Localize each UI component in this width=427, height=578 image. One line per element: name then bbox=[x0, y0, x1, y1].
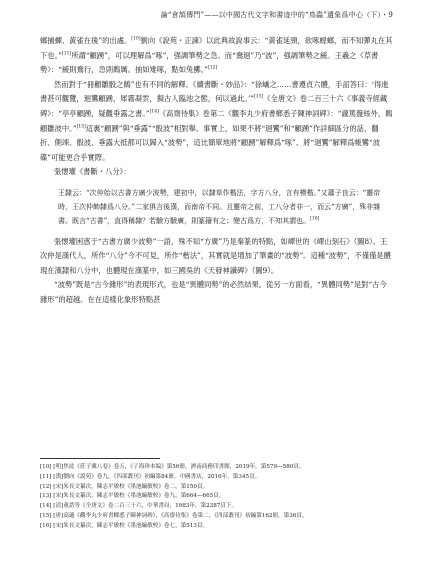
paragraph-1-text-a: 螂捕蟬、黃雀在後”的出處。 bbox=[40, 36, 132, 45]
paragraph-2 bbox=[40, 78, 393, 166]
paragraph-1-text-c: 所謂“顧踴”，可以理解爲“啄”，强調筆勢之急。而“鴦迴”乃“波”，强調筆勢之緩。王羲之《草書勢》：“緩則鴦行，急則鵲厲。抽如雉啄，點如兔擲。” bbox=[40, 50, 379, 75]
footnote-ref-12[interactable]: [12] bbox=[208, 65, 218, 71]
footnote-ref-14[interactable]: [14] bbox=[149, 109, 159, 115]
footnote-divider bbox=[40, 458, 160, 459]
paragraph-3: 張懷瓘《書斷・八分》： bbox=[54, 167, 131, 177]
main-text bbox=[40, 34, 393, 308]
quote-text: 王隸云：“次仲始以古書方廣少波勢，建初中，以隸草作楷法，字方八分，言有模楷。”又蕭子良云：“靈帝時，王次仲飾隸爲八分。”二家俱言後漢，而南帝不同。且靈帝之前，工八分者非一，而云“方廣”，殊非雜書。既言“古書”，直得稱隸？若驗方驗廣，則篆籀有之；變古爲方，不知其謂也。 bbox=[58, 188, 381, 226]
footnote-ref-15[interactable]: [15] bbox=[76, 124, 86, 130]
footnote-16: [16] [宋]朱長文纂次，陳志平敏校《墨池編敏校》卷七，第513頁。 bbox=[40, 522, 209, 529]
footnote-ref-10[interactable]: [10] bbox=[131, 36, 141, 42]
footnote-ref-11[interactable]: [11] bbox=[61, 51, 72, 57]
paragraph-2-text-b: 《全唐文》卷二百三十六《事義寺經藏碑》：“亭亭顧踴，疑觀垂露之書。” bbox=[40, 94, 388, 118]
paragraph-4: 張懷瓘困惑于“古書方廣少波勢”一語，殊不知“方廣”乃是秦篆的特點，如嶧世的《嶧山刻石》（圖8）。王次仲是漢代人，所作“八分”今不可見，所作“楷法”，其實就是增加了筆畫的“波勢”。這種“波勢”，不僅僅是體現在漢隸和八分中，也體現在漢篆中，如三國吳的《天發神讖碑》（圖9）。 bbox=[40, 236, 391, 275]
footnote-13: [13] [宋]朱長文纂次，陳志平敏校《墨池編敏校》卷九，第664—665頁。 bbox=[40, 493, 225, 500]
footnote-15: [15] [唐]高適《觀李丸少府書榔悉子陳神詞碑》，《高齋待集》卷第二，《四部叢刊》初編第162冊，第36頁。 bbox=[40, 512, 308, 519]
block-quote bbox=[58, 186, 393, 229]
paragraph-5: “波勢”既是“古今雜形”的表現形式，也是“異體同勢”的必然結果。從另一方面看，“異體同勢”是對“古今雜形”的超越。在在這樣化象形特點甚 bbox=[40, 280, 387, 304]
footnote-12: [12] [宋]朱長文纂次，陳志平敏校《墨池編敏校》卷二，第150頁。 bbox=[40, 483, 209, 490]
footnote-10: [10] [明]焦竑《莊子翼八卷》卷五，《子海珍本编》第56冊，濟南商務印書館，2019年，第579—580頁。 bbox=[40, 464, 305, 470]
footnote-ref-13[interactable]: [13] bbox=[254, 94, 264, 100]
footnotes bbox=[40, 463, 393, 532]
footnote-ref-16[interactable]: [16] bbox=[310, 217, 320, 223]
running-header: 論“倉頡傳門”——以中國古代文字和書迹中的“鳥蟲”遺象爲中心（下）・9 bbox=[160, 11, 393, 19]
footnote-11: [11] [漢]劉向《說苑》卷九，《四部叢刊》初編第84冊，中國書店，2016年，第345頁。 bbox=[40, 473, 261, 480]
paragraph-2-text-a: 然而對于“冊顧雛骰之鵲”也有不同的解釋。《續書斷・妙品》：“徐嶠之……書遵貞六體，手詔答曰：‘得進書甚可觀覽，迴鸞顧踴，犀霧凝雲，擬古人臨池之態，何以過此。’” bbox=[40, 79, 389, 104]
footnote-14: [14] [清]董誥等《全唐文》卷二百三十六，中華書局，1983年，第2387頁下。 bbox=[40, 503, 238, 510]
paragraph-2-text-c: 《高齋待集》卷第二《觀李丸少府書榔悉子陳神詞碑》：“瀧篤盤絲外，鵲顧雛波中。” bbox=[40, 108, 393, 133]
paragraph-1 bbox=[40, 34, 393, 78]
paragraph-2-text-d: 這裏“顧踴”與“垂露”“骰波”相對舉。事實上，如果不將“迴鸞”和“顧踴”作詳細區分的話，翻折、側竦、骰波、垂露大抵都可以歸入“波勢”，這比簡單地將“顧踴”解釋爲“啄”、將“迴鸞”解釋爲帳鸞“波碟”可能更合乎實際。 bbox=[40, 123, 381, 162]
paragraph-1-text-b: 劉向《說苑・正諫》以此典故說事云：“黃雀延頸，欲啄螳螂，而不知彈丸在其下也。” bbox=[40, 36, 393, 60]
